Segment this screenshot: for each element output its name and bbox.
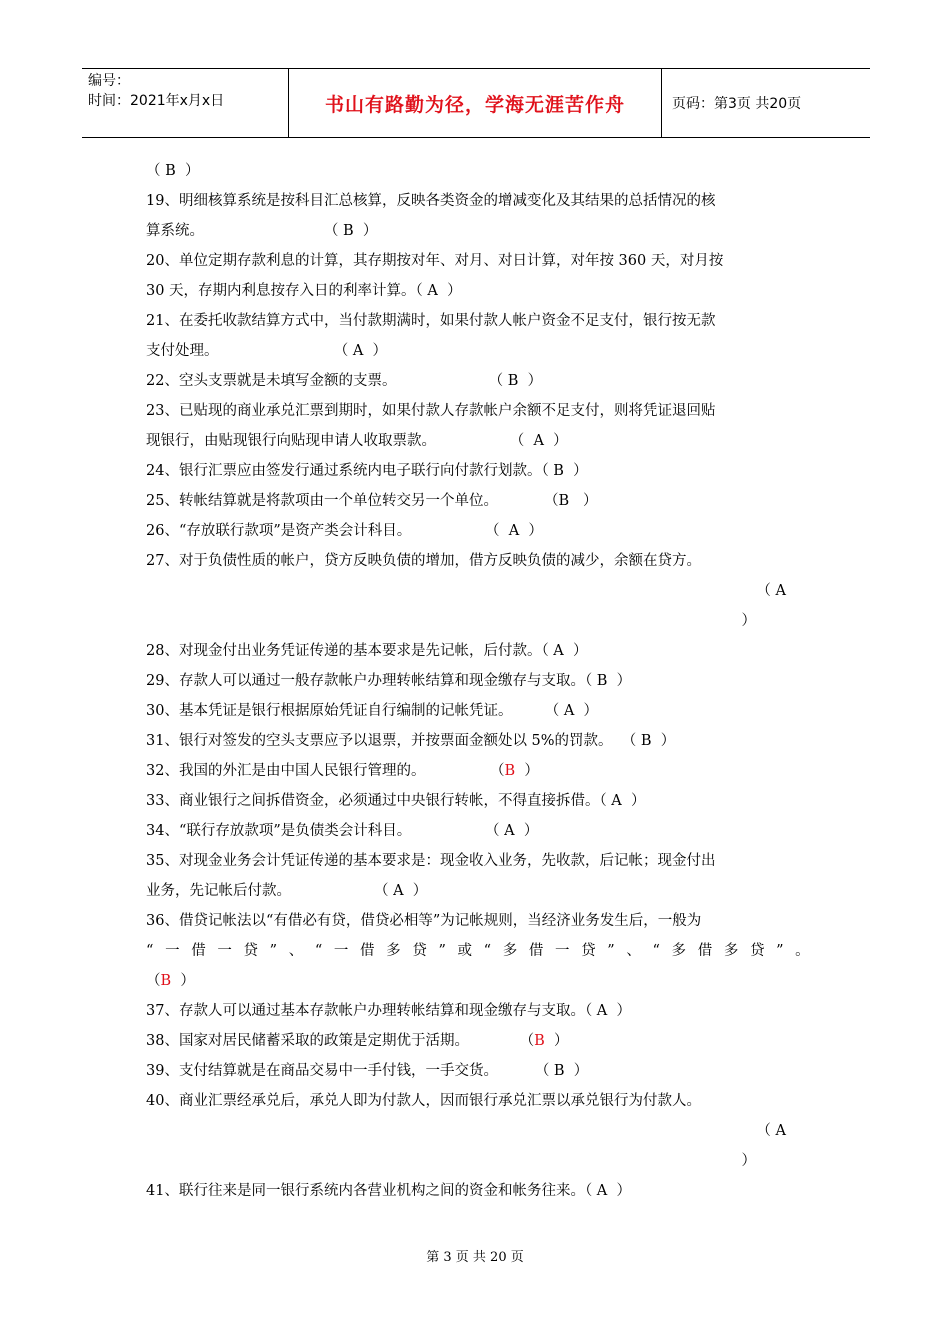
justified-char: 、 [626, 943, 641, 959]
question-line: 35、对现金业务会计凭证传递的基本要求是：现金收入业务，先收款，后记帐；现金付出 [146, 853, 716, 869]
question-line: 业务，先记帐后付款。 （ A ） [146, 883, 428, 899]
justified-char: 贷 [581, 943, 596, 959]
question-line: 36、借贷记帐法以“有借必有贷，借贷必相等”为记帐规则，当经济业务发生后，一般为 [146, 913, 702, 929]
answer-highlight: B [534, 1033, 545, 1049]
question-line: 算系统。 （ B ） [146, 223, 378, 239]
justified-char: 一 [555, 943, 570, 959]
answer-close: ） [171, 973, 195, 989]
question-line: 25、转帐结算就是将款项由一个单位转交另一个单位。 （B ） [146, 493, 598, 509]
header-info-cell [82, 69, 289, 137]
justified-char: 贷 [412, 943, 427, 959]
justified-char: 、 [288, 943, 304, 959]
justified-char: ” [776, 943, 784, 959]
question-line: 40、商业汇票经承兑后，承兑人即为付款人，因而银行承兑汇票以承兑银行为付款人。 [146, 1093, 701, 1109]
justified-char: 。 [795, 943, 810, 959]
justified-char: ” [438, 943, 446, 959]
justified-char: “ [652, 943, 660, 959]
question-line: 31、银行对签发的空头支票应予以退票，并按票面金额处以 5%的罚款。 （ B ） [146, 733, 676, 749]
question-line: 23、已贴现的商业承兑汇票到期时，如果付款人存款帐户余额不足支付，则将凭证退回贴 [146, 403, 716, 419]
question-line: 现银行，由贴现银行向贴现申请人收取票款。 （ A ） [146, 433, 568, 449]
justified-char: 借 [528, 943, 544, 959]
justified-line [146, 936, 810, 966]
question-line: 19、明细核算系统是按科目汇总核算，反映各类资金的增减变化及其结果的总括情况的核 [146, 193, 716, 209]
justified-char: 一 [333, 943, 349, 959]
question-line [146, 1026, 810, 1056]
justified-char: 或 [457, 943, 473, 959]
document-header [82, 68, 870, 138]
page-footer: 第 3 页 共 20 页 [426, 1250, 524, 1265]
justified-char: 多 [502, 943, 518, 959]
answer-highlight: B [504, 763, 516, 779]
justified-char: 多 [386, 943, 401, 959]
justified-char: 多 [723, 943, 739, 959]
justified-char: 多 [671, 943, 687, 959]
question-line: 30、基本凭证是银行根据原始凭证自行编制的记帐凭证。 （ A ） [146, 703, 599, 719]
justified-char: “ [314, 943, 323, 959]
question-line: 20、单位定期存款利息的计算，其存期按对年、对月、对日计算，对年按 360 天，对月按 [146, 253, 724, 269]
question-line: 37、存款人可以通过基本存款帐户办理转帐结算和现金缴存与支取。（ A ） [146, 1003, 631, 1019]
question-line [146, 756, 810, 786]
question-text: 38、国家对居民储蓄采取的政策是定期优于活期。 （ [146, 1033, 535, 1049]
justified-char: ” [269, 943, 278, 959]
answer-right: （ A [756, 583, 786, 599]
question-line: 30 天，存期内利息按存入日的利率计算。（ A ） [146, 283, 462, 299]
question-line: 27、对于负债性质的帐户，贷方反映负债的增加，借方反映负债的减少，余额在贷方。 [146, 553, 701, 569]
justified-char: 借 [191, 943, 206, 959]
justified-char: 一 [165, 943, 180, 959]
answer-close: ） [544, 1033, 569, 1049]
question-line: （ B ） [146, 163, 200, 179]
answer-open: （ [146, 973, 161, 989]
question-line: 34、“联行存放款项”是负债类会计科目。 （ A ） [146, 823, 539, 839]
question-line [146, 966, 810, 996]
header-motto: 书山有路勤为径，学海无涯苦作舟 [289, 69, 662, 137]
question-list [146, 156, 810, 1206]
question-line: 39、支付结算就是在商品交易中一手付钱，一手交货。 （ B ） [146, 1063, 589, 1079]
justified-char: 贷 [749, 943, 765, 959]
question-text: 32、我国的外汇是由中国人民银行管理的。 （ [146, 763, 505, 779]
answer-right: （ A [756, 1123, 786, 1139]
question-line: 21、在委托收款结算方式中，当付款期满时，如果付款人帐户资金不足支付，银行按无款 [146, 313, 716, 329]
question-line: 41、联行往来是同一银行系统内各营业机构之间的资金和帐务往来。（ A ） [146, 1183, 631, 1199]
question-line: 22、空头支票就是未填写金额的支票。 （ B ） [146, 373, 543, 389]
answer-right-close: ） [741, 1153, 756, 1169]
justified-char: 一 [217, 943, 232, 959]
document-time-label: 时间：2021年x月x日 [88, 93, 225, 109]
answer-right-close: ） [741, 613, 756, 629]
answer-close: ） [515, 763, 539, 779]
question-line: 24、银行汇票应由签发行通过系统内电子联行向付款行划款。（ B ） [146, 463, 588, 479]
justified-char: 借 [360, 943, 375, 959]
justified-char: ” [607, 943, 615, 959]
question-line: 26、“存放联行款项”是资产类会计科目。 （ A ） [146, 523, 543, 539]
document-number-label: 编号： [88, 73, 130, 89]
justified-char: “ [483, 943, 492, 959]
justified-char: “ [146, 943, 154, 959]
question-line: 29、存款人可以通过一般存款帐户办理转帐结算和现金缴存与支取。（ B ） [146, 673, 632, 689]
header-page-label: 页码：第3页 共20页 [672, 96, 802, 112]
answer-highlight: B [160, 973, 172, 989]
justified-char: 借 [697, 943, 713, 959]
question-line: 支付处理。 （ A ） [146, 343, 388, 359]
question-line: 28、对现金付出业务凭证传递的基本要求是先记帐，后付款。（ A ） [146, 643, 588, 659]
justified-char: 贷 [243, 943, 258, 959]
question-line: 33、商业银行之间拆借资金，必须通过中央银行转帐，不得直接拆借。（ A ） [146, 793, 646, 809]
